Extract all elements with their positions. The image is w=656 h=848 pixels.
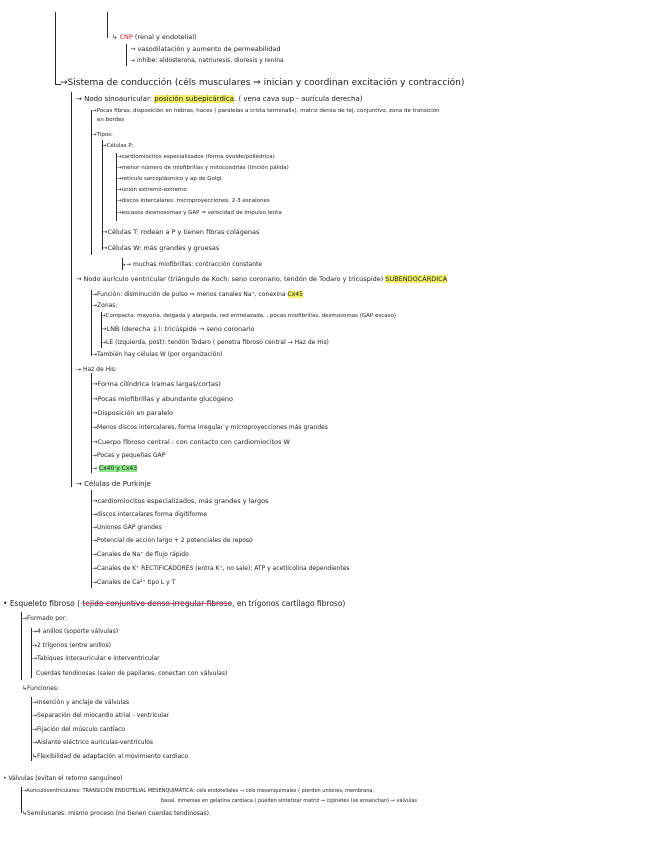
- tree-line-cnp: [107, 12, 108, 38]
- cnp-item-2-text: inhibe: aldosterona, natriuresis, diuresis y renina: [136, 57, 284, 64]
- funciones-item-1: →Inserción y anclaje de válvulas: [32, 699, 130, 706]
- his-item-1: →Forma cilíndrica (ramas largas/cortas): [92, 380, 221, 388]
- formado-item-3-text: Tabiques interauricular e interventricular: [37, 655, 160, 662]
- celulas-w-item-text: muchas miofibrillas: contracción constante: [132, 261, 263, 268]
- purkinje-item-2-text: discos intercalares forma digitiforme: [97, 511, 208, 518]
- zona-le: →LE (izquierda, post): tendón Todaro ( penetra fibroso central → Haz de His): [101, 339, 329, 346]
- purkinje-item-1: →cardiomiocitos especializados, más grandes y largos: [92, 497, 269, 505]
- nodo-av-highlight: SUBENDOCÁRDICA: [385, 275, 448, 283]
- his-item-3: →Disposición en paralelo: [92, 409, 174, 417]
- conduccion-title: →Sistema de conducción (céls musculares ⇒ inician y coordinan excitación y contracción): [60, 78, 465, 88]
- cnp-title-rest: (renal y endotelial): [132, 33, 197, 41]
- formado-item-3: →Tabiques interauricular e interventricular: [32, 655, 160, 662]
- cnp-title: ↳ CNP (renal y endotelial): [112, 33, 197, 41]
- celulas-w-text: Células W: más grandes y gruesas: [107, 244, 220, 252]
- celulas-p-title-text: Células P:: [106, 143, 134, 149]
- formado-item-1-text: 4 anillos (soporte válvulas): [37, 628, 119, 635]
- formado-item-2: →2 trígonos (entre anillos): [32, 642, 111, 649]
- celulas-p-item-5-text: discos intercalares: microproyecciones, 2-3 escalones: [121, 198, 270, 204]
- nodo-sinusal-pocas: →Pocas fibras, disposición en hebras, haces ( paralelas a crista terminalis), matriz densa de tej. conjuntivo, zona de transición: [92, 108, 440, 114]
- nodo-av-cx45: Cx45: [287, 291, 303, 298]
- nodo-sinusal-tipos-text: Tipos:: [96, 132, 113, 138]
- nodo-sinusal-title-a: Nodo sinoauricular:: [84, 95, 155, 103]
- esqueleto-formado: →Formado por:: [22, 615, 68, 622]
- valvulas-title-text: Válvulas (evitan el retorno sanguíneo): [8, 775, 123, 782]
- nodo-av-zonas: →Zonas:: [92, 302, 118, 309]
- tree-line-conduccion-branch: [71, 92, 72, 487]
- his-cx: → Cx40 y Cx43: [92, 465, 138, 472]
- purkinje-item-5: →Canales de Na⁺ de flujo rápido: [92, 551, 189, 558]
- nodo-av-tambien-text: También hay células W (por organización): [97, 351, 223, 358]
- valvulas-av-line1: →Auriculoventriculares: TRANSICIÓN ENDOTELIAL MESENQUIMÁTICA: céls endoteliales ⇒ céls mesenquimales ( pierden uniones, membrana,: [22, 788, 375, 794]
- purkinje-item-7-text: Canales de Ca²⁺ tipo L y T: [97, 579, 176, 586]
- celulas-p-item-1: →cardiomiocitos especializados (forma ovoide/poliédrica): [117, 154, 275, 160]
- formado-item-1: →4 anillos (soporte válvulas): [32, 628, 119, 635]
- zona-compacta: →Compacta: mayoría, delgada y alargada, red entrelazada, , pocas miofibrillas, desmosomas (GAP escaso): [101, 313, 396, 319]
- esqueleto-formado-text: Formado por:: [27, 615, 68, 622]
- nodo-sinusal-pocas-cont-text: en bordes: [97, 117, 125, 123]
- tree-line-cnp-sub: [126, 44, 127, 66]
- funciones-item-3-text: Fijación del músculo cardíaco: [37, 726, 126, 733]
- purkinje-item-4: →Potencial de acción largo + 2 potenciales de reposo: [92, 537, 253, 544]
- his-item-1-text: Forma cilíndrica (ramas largas/cortas): [97, 380, 221, 388]
- celulas-w-item: ↳→ muchas miofibrillas: contracción constante: [121, 261, 263, 268]
- his-item-6-text: Pocas y pequeñas GAP: [97, 452, 166, 459]
- celulas-p-item-5: →discos intercalares: microproyecciones, 2-3 escalones: [117, 198, 270, 204]
- celulas-p-item-3: →retículo sarcoplásmico y ap de Golgi.: [117, 176, 224, 182]
- funciones-item-2: →Separación del miocardio atrial - ventricular: [32, 712, 170, 719]
- his-title-text: Haz de His:: [82, 366, 117, 373]
- tree-line-av: [91, 290, 92, 356]
- nodo-sinusal-title-b: . ( vena cava sup - aurícula derecha): [234, 95, 363, 103]
- nodo-sinusal-title: → Nodo sinoauricular: posición subepicárdica. ( vena cava sup - aurícula derecha): [76, 95, 363, 103]
- valvulas-av-line2-text: basal, inmersas en gelatina cardiaca.) pueden sintetizar matriz ⇒ cojinetes (se ensanchan) ⇒ válvulas: [161, 798, 418, 804]
- celulas-p-title: →Células P:: [102, 143, 134, 149]
- nodo-av-title: → Nodo aurículo ventricular (triángulo de Koch: seno coronario, tendón de Todaro y tricúspide) SUBENDOCÁRDICA: [76, 275, 448, 283]
- nodo-sinusal-pocas-text: Pocas fibras, disposición en hebras, haces ( paralelas a crista terminalis), matriz densa de tej. conjuntivo, zona de transición: [96, 108, 440, 114]
- funciones-item-5-text: Flexibilidad de adaptación al movimiento cardiaco.: [37, 753, 190, 760]
- cnp-item-1: → vasodilatación y aumento de permeabilidad: [130, 45, 281, 53]
- his-cx-text: Cx40 y Cx43: [98, 465, 138, 472]
- purkinje-title: → Células de Purkinje: [76, 480, 151, 488]
- celulas-t-text: Células T: rodean a P y tienen fibras colágenas: [107, 228, 260, 236]
- celulas-p-item-2-text: menor número de miofibrillas y mitocondrias (tinción pálida): [121, 165, 289, 171]
- funciones-item-1-text: Inserción y anclaje de válvulas: [37, 699, 130, 706]
- nodo-av-funcion: →Función: disminución de pulso ⇒ menos canales Na⁺, conexina Cx45: [92, 291, 303, 298]
- purkinje-item-7: →Canales de Ca²⁺ tipo L y T: [92, 579, 176, 586]
- his-item-4: →Menos discos intercalares, forma irregular y microproyecciones más grandes: [92, 424, 328, 431]
- celulas-p-item-1-text: cardiomiocitos especializados (forma ovoide/poliédrica): [121, 154, 275, 160]
- purkinje-item-3-text: Uniones GAP grandes: [97, 524, 162, 531]
- funciones-item-5: ↳Flexibilidad de adaptación al movimiento cardiaco.: [32, 753, 190, 760]
- nodo-av-title-a: Nodo aurículo ventricular (triángulo de Koch: seno coronario, tendón de Todaro y tricúspide): [83, 275, 386, 283]
- nodo-sinusal-tipos: →Tipos:: [92, 132, 113, 138]
- esqueleto-title: • Esqueleto fibroso ( tejido conjuntivo denso irregular fibroso, en trígonos cartílago fibroso): [3, 599, 346, 608]
- cnp-item-2: → inhibe: aldosterona, natriuresis, diuresis y renina: [130, 57, 284, 64]
- formado-item-2-text: 2 trígonos (entre anillos): [37, 642, 111, 649]
- zona-le-text: LE (izquierda, post): tendón Todaro ( penetra fibroso central → Haz de His): [106, 339, 329, 346]
- valvulas-title: • Válvulas (evitan el retorno sanguíneo): [3, 775, 123, 782]
- celulas-p-item-4-text: unión extremo-extremo: [121, 187, 187, 193]
- valvulas-semilunares-text: Semilunares: mismo proceso (no tienen cuerdas tendinosas).: [27, 810, 211, 817]
- his-item-3-text: Disposición en paralelo: [97, 409, 174, 417]
- zona-lnb: →LNB (derecha ↓): tricúspide → seno coronario: [101, 325, 255, 333]
- funciones-item-4-text: Aislante eléctrico aurículas-ventrículos: [37, 739, 154, 746]
- nodo-av-funcion-text: Función: disminución de pulso ⇒ menos canales Na⁺, conexina: [97, 291, 288, 298]
- funciones-item-3: →Fijación del músculo cardíaco: [32, 726, 126, 733]
- nodo-sinusal-pocas-cont: [97, 118, 124, 124]
- purkinje-item-3: →Uniones GAP grandes: [92, 524, 162, 531]
- nodo-av-tambien: →También hay células W (por organización): [92, 351, 223, 358]
- his-item-2: →Pocas miofibrillas y abundante glucógeno: [92, 395, 233, 403]
- celulas-p-item-6: →escasos desmosomas y GAP ⇒ velocidad de impulso lenta: [117, 210, 282, 216]
- his-item-5-text: Cuerpo fibroso central : con contacto con cardiomiocitos W: [97, 438, 290, 446]
- his-item-5: →Cuerpo fibroso central : con contacto con cardiomiocitos W: [92, 438, 290, 446]
- celulas-p-item-3-text: retículo sarcoplásmico y ap de Golgi.: [121, 176, 224, 182]
- purkinje-item-5-text: Canales de Na⁺ de flujo rápido: [97, 551, 189, 558]
- nodo-av-zonas-text: Zonas:: [97, 302, 118, 309]
- tree-line-top: [55, 12, 56, 84]
- valvulas-av-line1-text: Auriculoventriculares: TRANSICIÓN ENDOTELIAL MESENQUIMÁTICA: céls endoteliales ⇒ céls mesenquimales ( pierden uniones, membrana,: [26, 788, 375, 794]
- celulas-w: →Células W: más grandes y gruesas: [102, 244, 220, 252]
- esqueleto-title-strike: tejido conjuntivo denso irregular fibroso: [82, 599, 233, 608]
- cnp-item-1-text: vasodilatación y aumento de permeabilidad: [137, 45, 281, 53]
- purkinje-item-6: →Canales de K⁺ RECTIFICADORES (entra K⁺, no sale): ATP y acetilcolina dependientes: [92, 565, 350, 572]
- esqueleto-title-b: , en trígonos cartílago fibroso): [232, 599, 346, 608]
- valvulas-av-line2: [161, 799, 417, 804]
- esqueleto-funciones-text: Funciones:: [27, 685, 60, 692]
- nodo-sinusal-highlight: posición subepicárdica: [154, 95, 234, 103]
- conduccion-title-text: Sistema de conducción (céls musculares ⇒ inician y coordinan excitación y contracción): [67, 78, 465, 88]
- his-item-4-text: Menos discos intercalares, forma irregular y microproyecciones más grandes: [97, 424, 328, 431]
- celulas-p-item-6-text: escasos desmosomas y GAP ⇒ velocidad de impulso lenta: [121, 210, 282, 216]
- his-item-6: →Pocas y pequeñas GAP: [92, 452, 166, 459]
- zona-compacta-text: Compacta: mayoría, delgada y alargada, red entrelazada, , pocas miofibrillas, desmosomas (GAP escaso): [105, 313, 396, 319]
- zona-lnb-text: LNB (derecha ↓): tricúspide → seno coronario: [106, 325, 255, 333]
- celulas-t: →Células T: rodean a P y tienen fibras colágenas: [102, 228, 260, 236]
- tree-line-esqueleto: [21, 612, 22, 680]
- formado-item-4: [36, 671, 227, 677]
- purkinje-item-1-text: cardiomiocitos especializados, más grandes y largos: [97, 497, 269, 505]
- esqueleto-funciones: ↳Funciones:: [22, 685, 60, 692]
- purkinje-item-4-text: Potencial de acción largo + 2 potenciales de reposo: [97, 537, 253, 544]
- celulas-p-item-4: →unión extremo-extremo: [117, 187, 187, 193]
- his-item-2-text: Pocas miofibrillas y abundante glucógeno: [97, 395, 233, 403]
- esqueleto-title-a: Esqueleto fibroso (: [9, 599, 83, 608]
- funciones-item-4: →Aislante eléctrico aurículas-ventrículos: [32, 739, 154, 746]
- tree-line-formado: [31, 628, 32, 678]
- purkinje-title-text: Células de Purkinje: [84, 480, 151, 488]
- his-title: → Haz de His:: [76, 366, 117, 373]
- purkinje-item-6-text: Canales de K⁺ RECTIFICADORES (entra K⁺, no sale): ATP y acetilcolina dependientes: [97, 565, 350, 572]
- valvulas-semilunares: ↳Semilunares: mismo proceso (no tienen cuerdas tendinosas).: [22, 810, 211, 817]
- formado-item-4-text: Cuerdas tendinosas (salen de papilares, conectan con válvulas): [36, 670, 228, 677]
- cnp-title-acronym: CNP: [119, 33, 133, 41]
- celulas-p-item-2: →menor número de miofibrillas y mitocondrias (tinción pálida): [117, 165, 289, 171]
- purkinje-item-2: →discos intercalares forma digitiforme: [92, 511, 208, 518]
- funciones-item-2-text: Separación del miocardio atrial - ventricular: [37, 712, 170, 719]
